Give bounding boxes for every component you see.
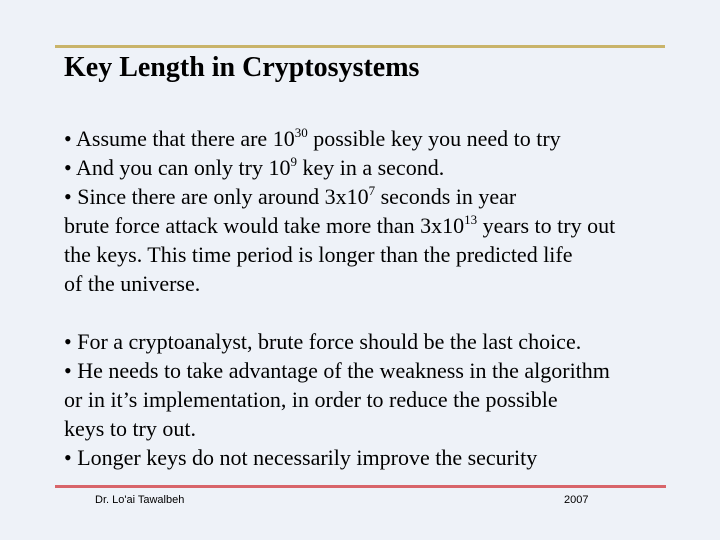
bullet-line xyxy=(64,124,704,153)
text-line xyxy=(64,211,704,240)
line-text: seconds in year xyxy=(375,184,517,209)
exponent: 9 xyxy=(290,154,297,169)
line-text: brute force attack would take more than 3x10 xyxy=(64,213,465,238)
bullet-line xyxy=(64,182,704,211)
text-line: keys to try out. xyxy=(64,416,196,441)
slide-title: Key Length in Cryptosystems xyxy=(64,52,420,83)
paragraph-spacer xyxy=(64,298,704,327)
exponent: 7 xyxy=(368,183,376,198)
exponent: 13 xyxy=(464,212,478,227)
line-text: • Assume that there are 10 xyxy=(64,126,295,151)
line-text: • And you can only try 10 xyxy=(64,155,291,180)
line-text: key in a second. xyxy=(296,155,445,180)
line-text: possible key you need to try xyxy=(307,126,561,151)
footer-divider xyxy=(55,485,666,488)
line-text: years to try out xyxy=(477,213,616,238)
bullet-line: • He needs to take advantage of the weakness in the algorithm xyxy=(64,358,610,383)
bullet-line: • Longer keys do not necessarily improve the security xyxy=(64,445,538,470)
bullet-line: • For a cryptoanalyst, brute force should be the last choice. xyxy=(64,329,582,354)
footer-author: Dr. Lo'ai Tawalbeh xyxy=(95,494,185,506)
footer-year: 2007 xyxy=(564,494,589,506)
slide-body xyxy=(64,124,704,472)
text-line: the keys. This time period is longer than the predicted life xyxy=(64,242,573,267)
exponent: 30 xyxy=(294,125,308,140)
line-text: • Since there are only around 3x10 xyxy=(64,184,369,209)
title-divider xyxy=(55,45,665,48)
text-line: or in it’s implementation, in order to reduce the possible xyxy=(64,387,558,412)
text-line: of the universe. xyxy=(64,271,201,296)
bullet-line xyxy=(64,153,704,182)
